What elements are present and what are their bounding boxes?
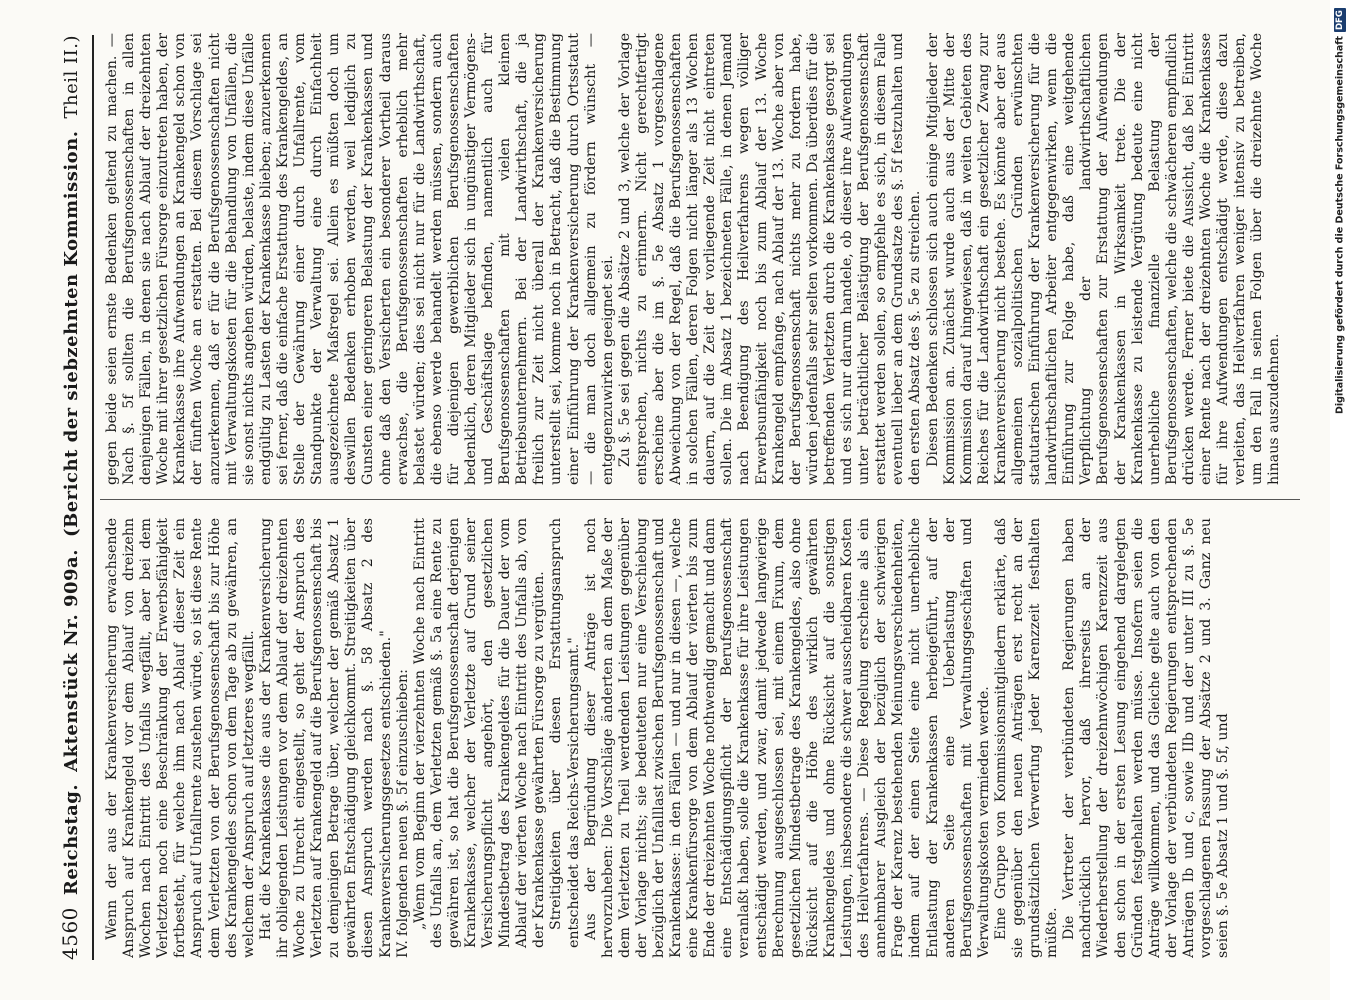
digitization-credit xyxy=(1331,8,1349,588)
paragraph: gegen beide seien ernste Bedenken geltend zu machen. — Nach §. 5f sollten die Berufsgenossenschaften in allen denjenigen Fällen, in denen sie nach Ablauf der dreizehnten Woche mit ihrer gesetzlichen Fürsorge einzutreten haben, der Krankenkasse ihre Aufwendungen an Krankengeld schon von der fünften Woche an erstatten. Bei diesem Vorschlage sei anzuerkennen, daß er für die Berufsgenossenschaften nicht mit Verwaltungskosten für die Behandlung von Unfällen, die sie sonst nichts angehen würden, belaste, indem diese Unfälle endgültig zu Lasten der Krankenkasse blieben; anzuerkennen sei ferner, daß die einfache Erstattung des Krankengeldes, an Stelle der Gewährung einer durch Unfallrente, vom Standpunkte der Verwaltung eine durch Einfachheit ausgezeichnete Maßregel sei. Allein es müßten doch um deswillen Bedenken erhoben werden, weil lediglich zu Gunsten einer geringeren Belastung der Krankenkassen und ohne daß den Versicherten ein besonderer Vortheil daraus erwachse, die Berufsgenossenschaften erheblich mehr belastet würden; dies sei nicht nur für die Landwirthschaft, die ebenso werde behandelt werden müssen, sondern auch für diejenigen gewerblichen Berufsgenossenschaften bedenklich, deren Mitglieder sich in ungünstiger Vermögens- und Geschäftslage befinden, namentlich auch für Berufsgenossenschaften mit vielen kleinen Betriebsunternehmern. Bei der Landwirthschaft, die ja freilich zur Zeit nicht überall der Krankenversicherung unterstellt sei, komme noch in Betracht, daß die Bestimmung einer Einführung der Krankenversicherung durch Ortsstatut — die man doch allgemein zu fördern wünscht — entgegenzuwirken geeignet sei. xyxy=(104,33,616,485)
paragraph: Zu §. 5e sei gegen die Absätze 2 und 3, welche der Vorlage entsprechen, nichts zu erinnern. Nicht gerechtfertigt erscheine aber die im §. 5e Absatz 1 vorgeschlagene Abweichung von der Regel, daß die Berufsgenossenschaften in solchen Fällen, deren Folgen nicht länger als 13 Wochen dauern, auf die Zeit der vorliegende Zeit nicht eintreten sollen. Die im Absatz 1 bezeichneten Fälle, in denen Jemand nach Beendigung des Heilverfahrens wegen völliger Erwerbsunfähigkeit noch bis zum Ablauf der 13. Woche Krankengeld empfange, nach Ablauf der 13. Woche aber von der Berufsgenossenschaft nichts mehr zu fordern habe, würden jedenfalls sehr selten vorkommen. Da überdies für die betreffenden Verletzten durch die Krankenkasse gesorgt sei und es sich nur darum handele, ob dieser ihre Aufwendungen unter beträchtlicher Belästigung der Berufsgenossenschaft erstattet werden sollen, so empfehle es sich, in diesem Falle eventuell lieber an dem Grundsatze des §. 5f festzuhalten und den ersten Absatz des §. 5e zu streichen. xyxy=(616,33,924,485)
page-header xyxy=(58,35,88,960)
item-text: folgenden neuen §. 5f einzuschieben: xyxy=(394,669,411,937)
paragraph: Wenn der aus der Krankenversicherung erwachsende Anspruch auf Krankengeld vor dem Ablauf von dreizehn Wochen nach Eintritt des Unfalls wegfällt, aber bei dem Verletzten noch eine Beschränkung der Erwerbsfähigkeit fortbesteht, für welche ihm nach Ablauf dieser Zeit ein Anspruch auf Unfallrente zustehen würde, so ist diese Rente dem Verletzten von der Berufsgenossenschaft bis zur Höhe des Krankengeldes schon von dem Tage ab zu gewähren, an welchem der Anspruch auf letzteres wegfällt. xyxy=(104,518,257,958)
page-number: 4560 xyxy=(58,907,82,960)
quoted-paragraph: Streitigkeiten über diesen Erstattungsanspruch entscheidet das Reichs-Versicherungsamt." xyxy=(548,518,582,948)
quoted-paragraph: „Wenn vom Beginn der vierzehnten Woche nach Eintritt des Unfalls an, dem Verletzten gemäß §. 5a eine Rente zu gewähren ist, so hat die Berufsgenossenschaft derjenigen Krankenkasse, welcher der Verletzte auf Grund seiner Versicherungspflicht angehört, den gesetzlichen Mindestbetrag des Krankengeldes für die Dauer der vom Ablauf der vierten Woche nach Eintritt des Unfalls ab, von der Krankenkasse gewährten Fürsorge zu vergüten. xyxy=(411,518,548,948)
header-rule xyxy=(92,35,94,960)
header-left-title: Reichstag. xyxy=(61,783,82,896)
column-divider xyxy=(100,499,1300,500)
header-document-number: Aktenstück Nr. 909a. xyxy=(61,549,82,772)
enumerated-item xyxy=(395,518,412,958)
right-text-column xyxy=(104,33,1304,485)
paragraph: Diesen Bedenken schlossen sich auch einige Mitglieder der Kommission an. Zunächst wurde auch aus der Mitte der Kommission darauf hingewiesen, daß in weiten Gebieten des Reiches für die Landwirthschaft ein gesetzlicher Zwang zur Krankenversicherung nicht bestehe. Es könnte aber der aus allgemeinen sozialpolitischen Gründen erwünschten statutarischen Einführung der Krankenversicherung für die landwirthschaftlichen Arbeiter entgegenwirken, wenn die Einführung zur Folge habe, daß eine weitgehende Verpflichtung der landwirthschaftlichen Berufsgenossenschaften zur Erstattung der Aufwendungen der Krankenkassen in Wirksamkeit trete. Die der Krankenkasse zu leistende Vergütung bedeute eine nicht unerhebliche finanzielle Belastung der Berufsgenossenschaften, welche die schwächeren empfindlich drücken werde. Ferner biete die Aussicht, daß bei Eintritt einer Rente nach der dreizehnten Woche die Krankenkasse für ihre Aufwendungen entschädigt werde, diese dazu verleiten, das Heilverfahren weniger intensiv zu betreiben, um den Fall in seinen Folgen über die dreizehnte Woche hinaus auszudehnen. xyxy=(924,33,1283,485)
paragraph: Hat die Krankenkasse die aus der Krankenversicherung ihr obliegenden Leistungen vor dem Ablauf der dreizehnten Woche zu Unrecht eingestellt, so geht der Anspruch des Verletzten auf Krankengeld auf die Berufsgenossenschaft bis zu demjenigen Betrage über, welcher der gemäß Absatz 1 gewährten Entschädigung gleichkommt. Streitigkeiten über diesen Anspruch werden nach §. 58 Absatz 2 des Krankenversicherungsgesetzes entschieden." xyxy=(257,518,394,958)
item-label: IV. xyxy=(394,940,411,958)
header-part: Theil II.) xyxy=(61,35,82,119)
digitization-credit-text: Digitalisierung gefördert durch die Deutsche Forschungsgemeinschaft xyxy=(1334,35,1346,414)
left-text-column xyxy=(104,518,1304,958)
paragraph: Eine Gruppe von Kommissionsmitgliedern erklärte, daß sie gegenüber den neuen Anträgen erst recht an der grundsätzlichen Verwerfung jeder Karenzzeit festhalten müßte. xyxy=(992,518,1061,958)
paragraph: Aus der Begründung dieser Anträge ist noch hervorzuheben: Die Vorschläge änderten an dem Maße der dem Verletzten zu Theil werdenden Leistungen gegenüber der Vorlage nichts; sie bedeuteten nur eine Verschiebung bezüglich der Unfalllast zwischen Berufsgenossenschaft und Krankenkasse: in den Fällen — und nur in diesen —, welche eine Krankenfürsorge von dem Ablauf der vierten bis zum Ende der dreizehnten Woche nothwendig gemacht und dann eine Entschädigungspflicht der Berufsgenossenschaft veranlaßt haben, solle die Krankenkasse für ihre Leistungen entschädigt werden, und zwar, damit jedwede langwierige Berechnung ausgeschlossen sei, mit einem Fixum, dem gesetzlichen Mindestbetrage des Krankengeldes, also ohne Rücksicht auf die Höhe des wirklich gewährten Krankengeldes und ohne Rücksicht auf die sonstigen Leistungen, insbesondere die schwer ausscheidbaren Kosten des Heilverfahrens. — Diese Regelung erscheine als ein annehmbarer Ausgleich der bezüglich der schwierigen Frage der Karenz bestehenden Meinungsverschiedenheiten, indem auf der einen Seite eine nicht unerhebliche Entlastung der Krankenkassen herbeigeführt, auf der anderen Seite eine Ueberlastung der Berufsgenossenschaften mit Verwaltungsgeschäften und Verwaltungskosten vermieden werde. xyxy=(582,518,992,958)
paragraph: Die Vertreter der verbündeten Regierungen haben nachdrücklich hervor, daß ihrerseits an der Wiederherstellung der dreizehnwöchigen Karenzzeit aus den schon in der ersten Lesung eingehend dargelegten Gründen festgehalten werden müsse. Insofern seien die Anträge willkommen, und das Gleiche gelte auch von den der Vorlage der verbündeten Regierungen entsprechenden Anträgen Ib und c, sowie IIb und der unter III zu §. 5e vorgeschlagenen Fassung der Absätze 2 und 3. Ganz neu seien §. 5e Absatz 1 und §. 5f, und xyxy=(1061,518,1232,958)
dfg-logo: DFG xyxy=(1335,10,1345,30)
header-report-title: (Bericht der siebzehnten Kommission. xyxy=(61,130,82,538)
